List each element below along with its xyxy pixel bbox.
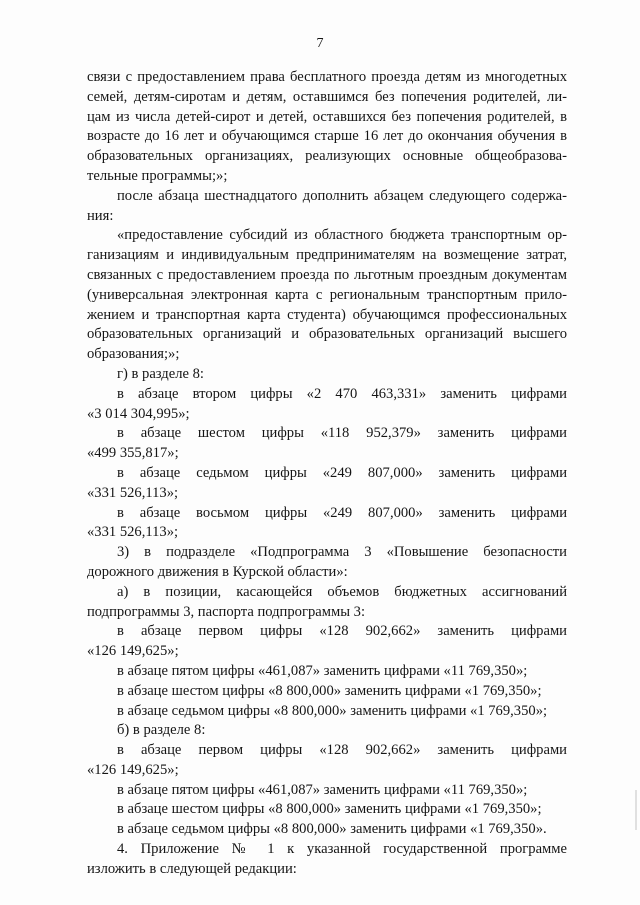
text-line: семей, детям-сиротам и детям, оставшимся без попечения родителей, ли- (87, 88, 567, 105)
text-line: цам из числа детей-сирот и детей, оставшихся без попечения родителей, в (87, 108, 567, 125)
text-line: в абзаце шестом цифры «8 800,000» заменить цифрами «1 769,350»; (117, 682, 542, 699)
text-line: образования;»; (87, 346, 180, 363)
text-line: подпрограммы 3, паспорта подпрограммы 3: (87, 603, 366, 620)
text-line: жением и транспортная карта студента) обучающимся профессиональных (87, 306, 567, 323)
page-number: 7 (316, 36, 324, 51)
text-line: возрасте до 16 лет и обучающимся старше 16 лет до окончания обучения в (87, 128, 567, 145)
document-body (87, 68, 567, 880)
text-line: после абзаца шестнадцатого дополнить абзацем следующего содержа- (117, 187, 567, 204)
text-line: образовательных организаций и образовательных организаций высшего (87, 326, 567, 343)
text-line: «предоставление субсидий из областного бюджета транспортным ор- (117, 227, 567, 244)
text-line: «3 014 304,995»; (87, 405, 190, 422)
text-line: «331 526,113»; (87, 524, 179, 541)
text-line: в абзаце восьмом цифры «249 807,000» заменить цифрами (117, 504, 567, 521)
text-line: дорожного движения в Курской области»: (87, 563, 348, 580)
text-line: «126 149,625»; (87, 643, 179, 660)
text-line: «126 149,625»; (87, 761, 179, 778)
text-line: тельные программы;»; (87, 167, 228, 184)
text-line: г) в разделе 8: (117, 365, 204, 382)
text-line: связанных с предоставлением проезда по льготным проездным документам (87, 266, 567, 283)
text-line: в абзаце втором цифры «2 470 463,331» заменить цифрами (117, 385, 567, 402)
text-line: в абзаце шестом цифры «8 800,000» заменить цифрами «1 769,350»; (117, 801, 542, 818)
text-line: образовательных организациях, реализующих основные общеобразова- (87, 148, 567, 165)
text-line: а) в позиции, касающейся объемов бюджетных ассигнований (117, 583, 567, 600)
text-line: в абзаце шестом цифры «118 952,379» заменить цифрами (117, 425, 567, 442)
text-line: в абзаце седьмом цифры «249 807,000» заменить цифрами (117, 464, 567, 481)
scan-artifact (635, 790, 637, 830)
text-line: «499 355,817»; (87, 445, 179, 462)
text-line: в абзаце седьмом цифры «8 800,000» заменить цифрами «1 769,350»; (117, 702, 548, 719)
text-line: (универсальная электронная карта с региональным транспортным прило- (87, 286, 567, 303)
text-line: в абзаце первом цифры «128 902,662» заменить цифрами (117, 623, 567, 640)
text-line: в абзаце пятом цифры «461,087» заменить цифрами «11 769,350»; (117, 662, 528, 679)
text-line: ганизациям и индивидуальным предпринимателям на возмещение затрат, (87, 247, 567, 264)
text-line: б) в разделе 8: (117, 722, 206, 739)
text-line: 4. Приложение № 1 к указанной государственной программе (117, 841, 567, 858)
text-line: в абзаце пятом цифры «461,087» заменить цифрами «11 769,350»; (117, 781, 528, 798)
text-line: изложить в следующей редакции: (87, 860, 297, 877)
text-line: 3) в подразделе «Подпрограмма 3 «Повышение безопасности (117, 544, 567, 561)
text-line: в абзаце седьмом цифры «8 800,000» заменить цифрами «1 769,350». (117, 821, 547, 838)
text-line: в абзаце первом цифры «128 902,662» заменить цифрами (117, 742, 567, 759)
text-line: ния: (87, 207, 114, 224)
text-line: связи с предоставлением права бесплатного проезда детям из многодетных (87, 69, 567, 85)
text-line: «331 526,113»; (87, 484, 179, 501)
